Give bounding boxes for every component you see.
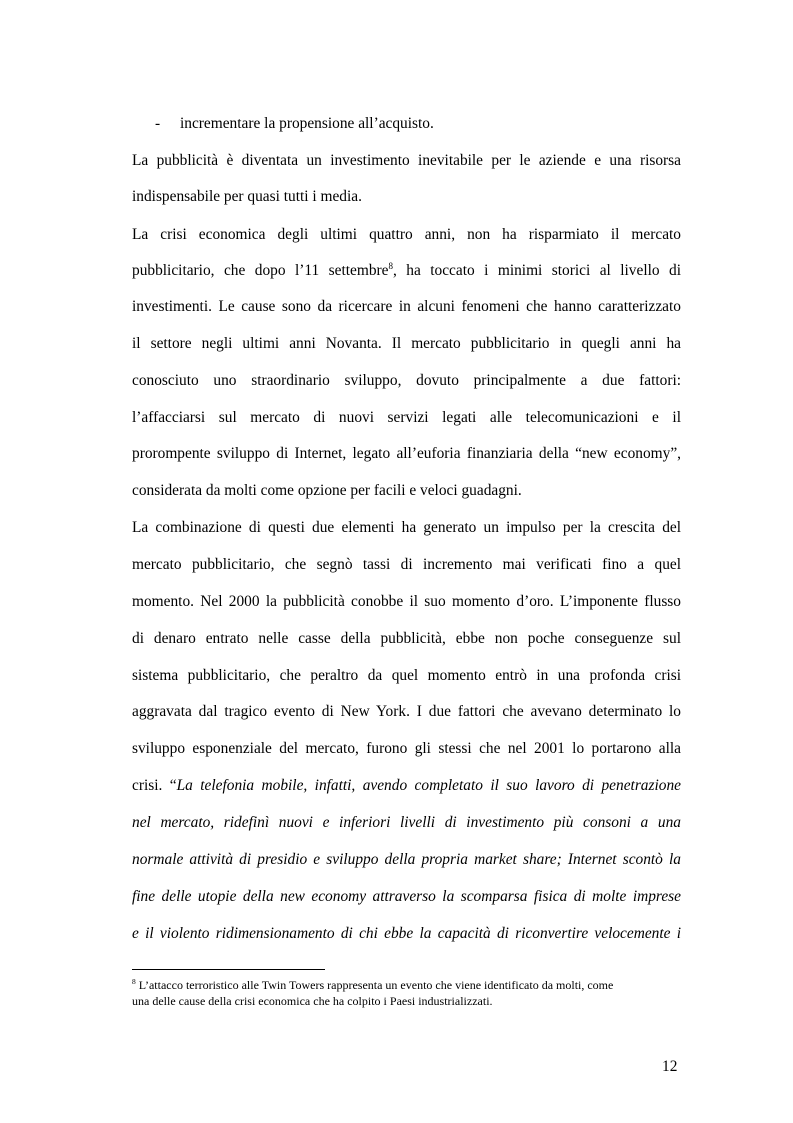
footnote-number: 8 bbox=[132, 977, 136, 986]
body-line: il settore negli ultimi anni Novanta. Il mercato pubblicitario in quegli anni ha bbox=[132, 335, 681, 352]
footnote-reference: 8 bbox=[388, 261, 393, 271]
quote-line: normale attività di presidio e sviluppo della propria market share; Internet scontò la bbox=[132, 851, 681, 868]
quote-start-line bbox=[132, 776, 681, 796]
body-line-with-footnote: pubblicitario, che dopo l’11 settembre$^8$, ha toccato i minimi storici al livello di bbox=[132, 261, 681, 279]
body-line: sistema pubblicitario, che peraltro da quel momento entrò in una profonda crisi bbox=[132, 667, 681, 684]
quote-text: La telefonia mobile, infatti, avendo completato il suo lavoro di penetrazione bbox=[176, 777, 681, 794]
footnote-separator bbox=[132, 969, 325, 970]
quote-lead-text: crisi. “ bbox=[132, 777, 177, 794]
bullet-item bbox=[155, 114, 434, 134]
bullet-dash: - bbox=[155, 115, 161, 132]
bullet-text: incrementare la propensione all’acquisto. bbox=[180, 115, 434, 132]
body-line: prorompente sviluppo di Internet, legato all’euforia finanziaria della “new economy”, bbox=[132, 445, 681, 462]
body-line: sviluppo esponenziale del mercato, furono gli stessi che nel 2001 lo portarono alla bbox=[132, 740, 681, 757]
body-line: investimenti. Le cause sono da ricercare in alcuni fenomeni che hanno caratterizzato bbox=[132, 298, 681, 315]
quote-line: e il violento ridimensionamento di chi ebbe la capacità di riconvertire velocemente i bbox=[132, 925, 681, 942]
body-line: mercato pubblicitario, che segnò tassi di incremento mai verificati fino a quel bbox=[132, 556, 681, 573]
body-line: La pubblicità è diventata un investimento inevitabile per le aziende e una risorsa bbox=[132, 152, 681, 169]
body-line: conosciuto uno straordinario sviluppo, dovuto principalmente a due fattori: bbox=[132, 372, 681, 389]
footnote-text: L’attacco terroristico alle Twin Towers rappresenta un evento che viene identificato da molti, come bbox=[135, 978, 614, 992]
footnote-line: una delle cause della crisi economica che ha colpito i Paesi industrializzati. bbox=[132, 994, 493, 1008]
body-line: di denaro entrato nelle casse della pubblicità, ebbe non poche conseguenze sul bbox=[132, 630, 681, 647]
body-line-prefix: pubblicitario, che dopo l’11 settembre bbox=[132, 262, 389, 279]
body-line: l’affacciarsi sul mercato di nuovi servizi legati alle telecomunicazioni e il bbox=[132, 409, 681, 426]
body-line: La crisi economica degli ultimi quattro anni, non ha risparmiato il mercato bbox=[132, 226, 681, 243]
body-line: indispensabile per quasi tutti i media. bbox=[132, 188, 362, 205]
body-line-suffix: ha toccato i minimi storici al livello di bbox=[406, 262, 681, 279]
page-number: 12 bbox=[662, 1058, 678, 1075]
body-line: considerata da molti come opzione per facili e veloci guadagni. bbox=[132, 482, 522, 499]
body-line: La combinazione di questi due elementi ha generato un impulso per la crescita del bbox=[132, 519, 681, 536]
body-line: momento. Nel 2000 la pubblicità conobbe il suo momento d’oro. L’imponente flusso bbox=[132, 593, 681, 610]
footnote-line bbox=[132, 978, 681, 993]
quote-line: nel mercato, ridefinì nuovi e inferiori livelli di investimento più consoni a una bbox=[132, 814, 681, 831]
body-line: aggravata dal tragico evento di New York. I due fattori che avevano determinato lo bbox=[132, 703, 681, 720]
quote-line: fine delle utopie della new economy attraverso la scomparsa fisica di molte imprese bbox=[132, 888, 681, 905]
